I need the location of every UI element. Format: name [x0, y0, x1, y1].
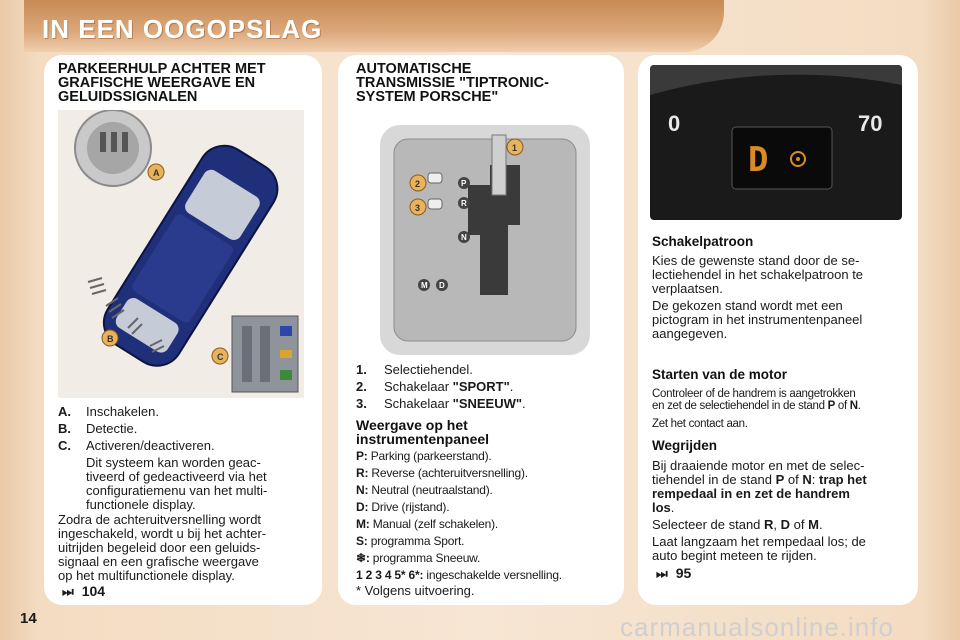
gear-display-char: D: [748, 140, 769, 180]
starten-text: Controleer of de handrem is aangetrokken en zet de selectiehendel in de stand P of N. Zet het contact aan.: [652, 388, 861, 430]
wegrijden-title: Wegrijden: [652, 438, 718, 453]
page-reference-95[interactable]: ⏭ 95: [656, 565, 692, 581]
double-arrow-icon: ⏭: [656, 566, 668, 581]
list-item: 1. Selectiehendel.: [356, 362, 473, 377]
gear-selector-illustration: [380, 125, 590, 355]
callout-1-label: 1: [512, 143, 518, 153]
mode-row: 1 2 3 4 5* 6*: ingeschakelde versnelling.: [356, 568, 562, 582]
callout-a-label: A: [153, 168, 160, 178]
gauge-right-number: 70: [858, 111, 883, 136]
transmission-title: AUTOMATISCHE TRANSMISSIE "TIPTRONIC- SYSTEM PORSCHE": [356, 61, 549, 105]
mode-row: D: Drive (rijstand).: [356, 500, 450, 514]
gate-p-label: P: [461, 179, 467, 188]
instrument-display-illustration: [650, 65, 902, 220]
mode-row: R: Reverse (achteruitversnelling).: [356, 466, 528, 480]
parking-note: Dit systeem kan worden geac- tiveerd of gedeactiveerd via het configuratiemenu van het multi- functionele display.: [86, 455, 268, 512]
parking-sensor-illustration: [58, 110, 304, 398]
parking-paragraph: Zodra de achteruitversnelling wordt ingeschakeld, wordt u bij het achter- uitrijden begeleid door een geluids- signaal en een grafische weergave op het multifunctionele display.: [58, 512, 267, 583]
mode-row: M: Manual (zelf schakelen).: [356, 517, 498, 531]
list-item: C. Activeren/deactiveren.: [58, 438, 215, 453]
footnote: * Volgens uitvoering.: [356, 583, 475, 598]
starten-title: Starten van de motor: [652, 367, 788, 382]
mode-row: P: Parking (parkeerstand).: [356, 449, 492, 463]
gate-n-label: N: [461, 233, 467, 242]
schakelpatroon-title: Schakelpatroon: [652, 234, 754, 249]
page-reference-104[interactable]: ⏭ 104: [62, 583, 106, 599]
mode-list: [356, 450, 618, 586]
callout-c-label: C: [217, 352, 224, 362]
schakelpatroon-text: Kies de gewenste stand door de se- lectiehendel in het schakelpatroon te verplaatsen. De gekozen stand wordt met een pictogram in het instrumentenpaneel aangegeven.: [652, 253, 864, 341]
parking-items: [58, 404, 318, 583]
gate-r-label: R: [461, 199, 467, 208]
callout-2-label: 2: [415, 179, 421, 189]
page-number: 14: [20, 610, 37, 627]
snowflake-icon: ❄:: [356, 551, 370, 565]
gate-m-label: M: [421, 281, 428, 290]
page-title: IN EEN OOGOPSLAG: [42, 14, 323, 44]
display-subtitle: Weergave op het instrumentenpaneel: [356, 417, 490, 447]
wegrijden-text: Bij draaiende motor en met de selec- tiehendel in de stand P of N: trap het rempedaal in en zet de handrem los. Selecteer de stand R, D of M. Laat langzaam het rempedaal los; de auto begint meteen te rijden.: [652, 458, 867, 563]
mode-row: ❄: programma Sneeuw.: [356, 551, 481, 565]
watermark: carmanualsonline.info: [620, 612, 894, 640]
list-item: 2. Schakelaar "SPORT".: [356, 379, 514, 394]
mode-row: S: programma Sport.: [356, 534, 465, 548]
mode-row: N: Neutral (neutraalstand).: [356, 483, 493, 497]
list-item: B. Detectie.: [58, 421, 138, 436]
list-item: A. Inschakelen.: [58, 404, 159, 419]
callout-b-label: B: [107, 334, 114, 344]
double-arrow-icon: ⏭: [62, 584, 74, 599]
callout-3-label: 3: [415, 203, 421, 213]
gate-d-label: D: [439, 281, 445, 290]
parking-title: PARKEERHULP ACHTER MET GRAFISCHE WEERGAVE EN GELUIDSSIGNALEN: [58, 61, 266, 105]
list-item: 3. Schakelaar "SNEEUW".: [356, 396, 526, 411]
gauge-left-number: 0: [668, 111, 681, 136]
transmission-items: [356, 362, 616, 411]
